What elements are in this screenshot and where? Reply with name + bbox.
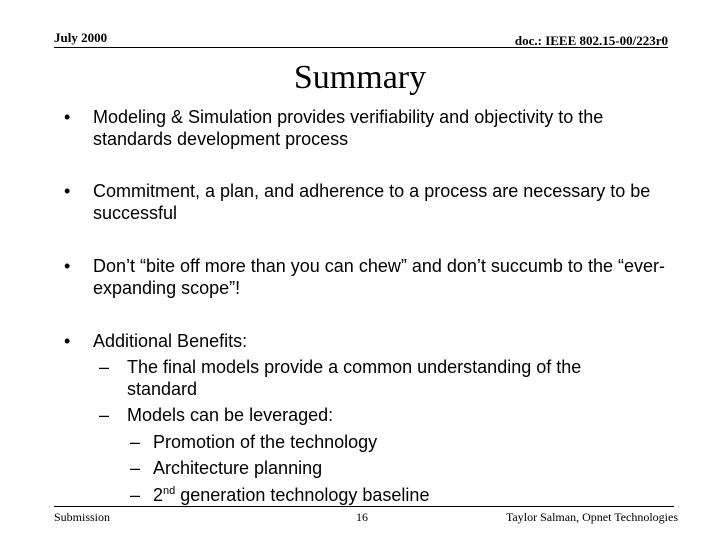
ordinal-number: 2 xyxy=(153,485,164,505)
bullet-item xyxy=(64,255,674,299)
bullet-item xyxy=(64,180,674,224)
sub-sub-bullet-marker: – xyxy=(130,458,141,478)
header-doc-id: doc.: IEEE 802.15-00/223r0 xyxy=(514,33,668,48)
bullet-item xyxy=(64,106,674,150)
bullet-item xyxy=(64,330,674,352)
footer-divider xyxy=(54,506,674,507)
slide-title: Summary xyxy=(293,59,427,96)
ordinal-suffix: nd xyxy=(163,485,176,497)
bullet-text: Modeling & Simulation provides verifiability and objectivity to the standards development process xyxy=(93,107,604,149)
sub-sub-bullet-item xyxy=(130,431,690,453)
bullet-marker: • xyxy=(64,256,71,276)
sub-sub-bullet-text: Architecture planning xyxy=(153,458,323,478)
sub-sub-bullet-marker: – xyxy=(130,432,141,452)
bullet-marker: • xyxy=(64,181,71,201)
sub-sub-bullet-text xyxy=(153,484,690,506)
bullet-marker: • xyxy=(64,331,71,351)
sub-sub-bullet-item xyxy=(130,484,690,506)
sub-bullet-text: Models can be leveraged: xyxy=(127,405,334,425)
sub-sub-bullet-text: Promotion of the technology xyxy=(153,432,378,452)
sub-bullet-item xyxy=(99,356,639,400)
sub-bullet-marker: – xyxy=(99,405,110,425)
footer-submission: Submission xyxy=(54,510,111,524)
sub-bullet-text: The final models provide a common understanding of the standard xyxy=(127,357,582,399)
sub-bullet-item xyxy=(99,404,659,426)
footer-page-number: 16 xyxy=(356,510,368,524)
sub-sub-bullet-item xyxy=(130,457,690,479)
header-divider xyxy=(54,47,668,48)
sub-sub-bullet-marker: – xyxy=(130,485,141,505)
bullet-marker: • xyxy=(64,107,71,127)
bullet-text: Don’t “bite off more than you can chew” and don’t succumb to the “ever-expanding scope”! xyxy=(93,256,665,298)
header-date: July 2000 xyxy=(54,30,108,45)
bullet-text: Additional Benefits: xyxy=(93,331,248,351)
bullet-text: Commitment, a plan, and adherence to a process are necessary to be successful xyxy=(93,181,651,223)
sub-sub-bullet-rest: generation technology baseline xyxy=(175,485,430,505)
sub-bullet-marker: – xyxy=(99,357,110,377)
footer-author: Taylor Salman, Opnet Technologies xyxy=(505,510,678,524)
